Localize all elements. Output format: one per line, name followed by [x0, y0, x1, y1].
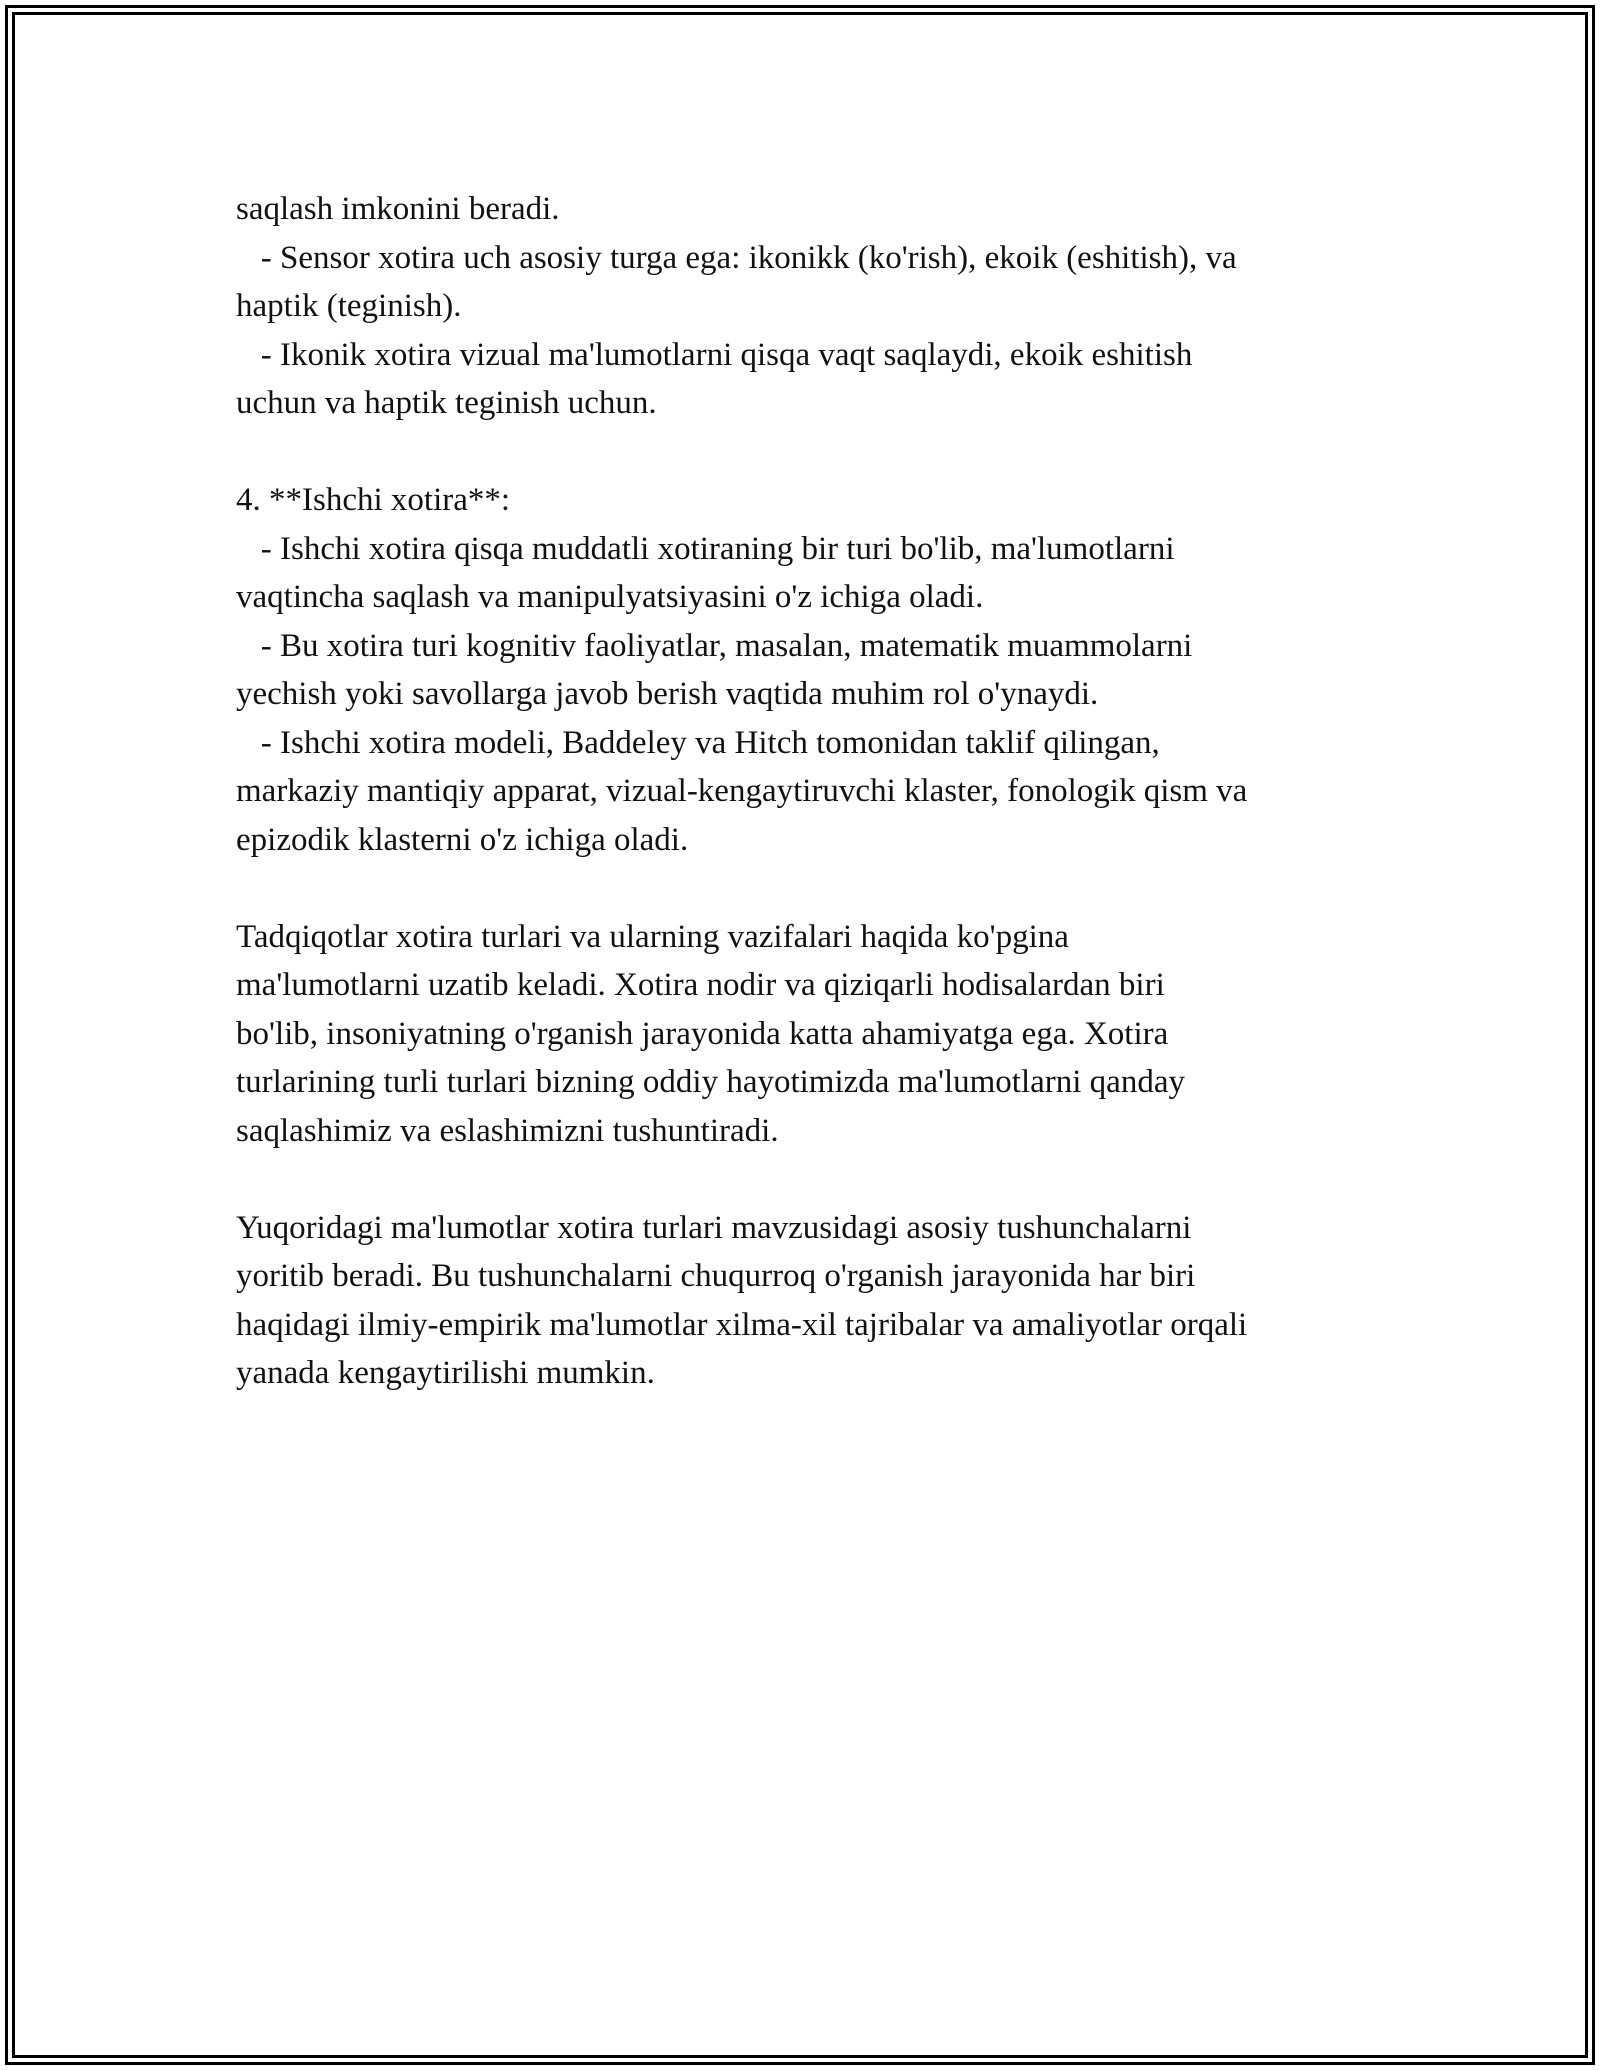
- text-line: yechish yoki savollarga javob berish vaqtida muhim rol o'ynaydi.: [236, 676, 1099, 712]
- text-line: saqlashimiz va eslashimizni tushuntiradi.: [236, 1112, 779, 1149]
- text-line: markaziy mantiqiy apparat, vizual-kengaytiruvchi klaster, fonologik qism va: [236, 773, 1248, 809]
- text-line: Yuqoridagi ma'lumotlar xotira turlari mavzusidagi asosiy tushunchalarni: [236, 1209, 1192, 1246]
- text-line: yoritib beradi. Bu tushunchalarni chuqurroq o'rganish jarayonida har biri: [236, 1258, 1196, 1294]
- text-line: - Ishchi xotira modeli, Baddeley va Hitch tomonidan taklif qilingan,: [236, 724, 1160, 761]
- text-line: yanada kengaytirilishi mumkin.: [236, 1355, 655, 1391]
- blank-line: [236, 428, 1376, 477]
- text-line: - Sensor xotira uch asosiy turga ega: ikonikk (ko'rish), ekoik (eshitish), va: [236, 239, 1237, 276]
- blank-line: [236, 1155, 1376, 1204]
- text-line: haptik (teginish).: [236, 288, 462, 324]
- text-line: vaqtincha saqlash va manipulyatsiyasini o'z ichiga oladi.: [236, 579, 984, 615]
- text-line: turlarining turli turlari bizning oddiy hayotimizda ma'lumotlarni qanday: [236, 1064, 1185, 1100]
- blank-line: [236, 864, 1376, 913]
- text-line: haqidagi ilmiy-empirik ma'lumotlar xilma-xil tajribalar va amaliyotlar orqali: [236, 1306, 1248, 1343]
- text-line: Tadqiqotlar xotira turlari va ularning vazifalari haqida ko'pgina: [236, 918, 1069, 955]
- document-body: [236, 185, 1376, 1398]
- text-line: - Bu xotira turi kognitiv faoliyatlar, masalan, matematik muammolarni: [236, 627, 1193, 664]
- text-line: saqlash imkonini beradi.: [236, 191, 560, 227]
- text-line: bo'lib, insoniyatning o'rganish jarayonida katta ahamiyatga ega. Xotira: [236, 1015, 1169, 1052]
- text-line: ma'lumotlarni uzatib keladi. Xotira nodir va qiziqarli hodisalardan biri: [236, 967, 1165, 1003]
- text-line: uchun va haptik teginish uchun.: [236, 385, 657, 421]
- text-line: epizodik klasterni o'z ichiga oladi.: [236, 821, 689, 858]
- text-line: - Ikonik xotira vizual ma'lumotlarni qisqa vaqt saqlaydi, ekoik eshitish: [236, 336, 1193, 373]
- text-line: - Ishchi xotira qisqa muddatli xotiraning bir turi bo'lib, ma'lumotlarni: [236, 530, 1175, 567]
- section-heading: 4. **Ishchi xotira**:: [236, 482, 511, 518]
